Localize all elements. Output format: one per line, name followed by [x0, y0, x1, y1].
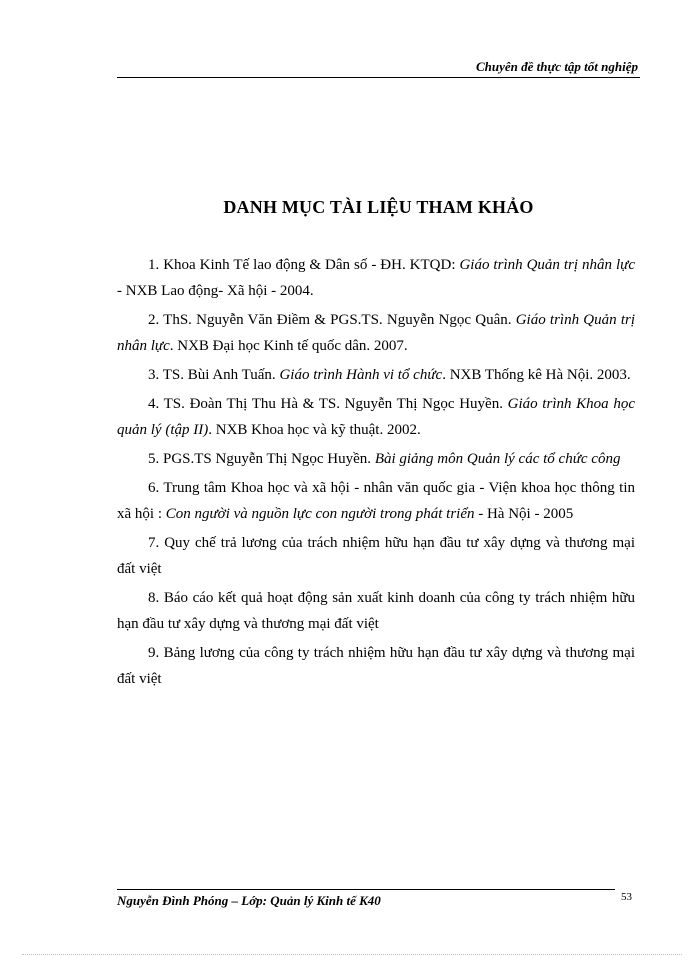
reference-publisher: . NXB Thống kê Hà Nội. 2003. [442, 367, 631, 383]
reference-book-title: Giáo trình Khoa học quản lý (tập II) [117, 396, 635, 438]
reference-item-5 [117, 446, 635, 472]
reference-publisher: . NXB Đại học Kinh tế quốc dân. 2007. [169, 338, 408, 354]
reference-text: 3. TS. Bùi Anh Tuấn. [148, 367, 280, 383]
reference-text: 1. Khoa Kinh Tế lao động & Dân số - ĐH. KTQD: [148, 257, 460, 273]
reference-book-title: Con người và nguồn lực con người trong phát triển [165, 506, 475, 522]
reference-book-title: Giáo trình Quản trị nhân lực [459, 257, 635, 273]
reference-book-title: Giáo trình Hành vi tổ chức [279, 367, 443, 383]
reference-item-4 [117, 391, 635, 443]
page-title: DANH MỤC TÀI LIỆU THAM KHẢO [223, 197, 534, 217]
reference-publisher: - NXB Lao động- Xã hội - 2004. [117, 283, 314, 299]
running-header-title: Chuyên đề thực tập tốt nghiệp [476, 59, 638, 74]
reference-text: 9. Bảng lương của công ty trách nhiệm hữu hạn đầu tư xây dựng và thương mại đất việt [117, 645, 635, 687]
reference-text: 4. TS. Đoàn Thị Thu Hà & TS. Nguyễn Thị Ngọc Huyền. [148, 396, 508, 412]
reference-book-title: Giáo trình Quản trị nhân lực [117, 312, 635, 354]
reference-book-title: Bài giảng môn Quản lý các tổ chức công [374, 451, 621, 467]
reference-item-6 [117, 475, 635, 527]
reference-text: 6. Trung tâm Khoa học và xã hội - nhân văn quốc gia - Viện khoa học thông tin xã hội : [117, 480, 635, 522]
reference-publisher: . NXB Khoa học và kỹ thuật. 2002. [208, 422, 421, 438]
footer-author: Nguyễn Đình Phóng – Lớp: Quản lý Kinh tế K40 [117, 893, 381, 908]
page-bottom-edge [22, 954, 682, 955]
reference-item-7 [117, 530, 635, 582]
header-divider [117, 77, 640, 78]
reference-item-2 [117, 307, 635, 359]
reference-item-8 [117, 585, 635, 637]
reference-item-1 [117, 252, 635, 304]
reference-publisher: - Hà Nội - 2005 [474, 506, 574, 522]
reference-text: 5. PGS.TS Nguyễn Thị Ngọc Huyền. [148, 451, 375, 467]
page-number: 53 [621, 891, 632, 903]
reference-item-9 [117, 640, 635, 692]
reference-text: 7. Quy chế trả lương của trách nhiệm hữu hạn đầu tư xây dựng và thương mại đất việt [117, 535, 635, 577]
reference-list [117, 252, 635, 695]
reference-text: 8. Báo cáo kết quả hoạt động sản xuất kinh doanh của công ty trách nhiệm hữu hạn đầu tư xây dựng và thương mại đất việt [117, 590, 635, 632]
reference-item-3 [117, 362, 635, 388]
reference-text: 2. ThS. Nguyễn Văn Điềm & PGS.TS. Nguyễn Ngọc Quân. [148, 312, 516, 328]
footer-divider [117, 889, 615, 890]
